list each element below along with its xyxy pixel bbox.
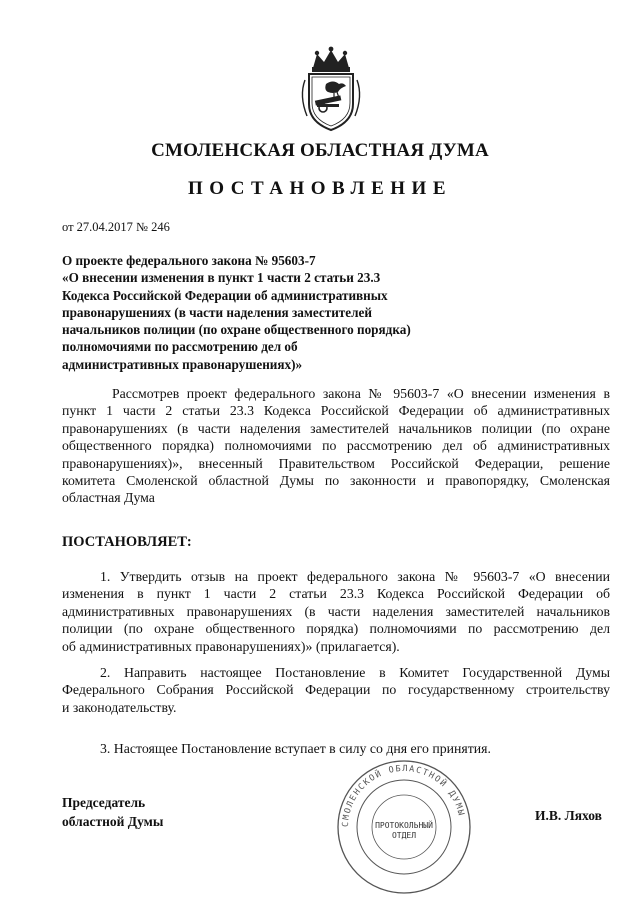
paragraph-line: комитета Смоленской областной Думы по законности и правопорядку, Смоленская xyxy=(62,473,610,489)
subject-line: Кодекса Российской Федерации об административных xyxy=(62,287,388,303)
paragraph-line: Федерального Собрания Российской Федерации по государственному строительству xyxy=(62,682,610,698)
subject-line: правонарушениях (в части наделения заместителей xyxy=(62,304,372,320)
signatory-title-line: Председатель xyxy=(62,795,146,810)
subject-line: «О внесении изменения в пункт 1 части 2 статьи 23.3 xyxy=(62,270,381,286)
resolution-item-1 xyxy=(62,568,610,655)
paragraph-line: областная Дума xyxy=(62,490,155,506)
paragraph-line: 2. Направить настоящее Постановление в Комитет Государственной Думы xyxy=(100,665,610,680)
paragraph-line: общественного порядка) полномочиями по рассмотрению дел об административных xyxy=(62,438,610,454)
paragraph-line: об административных правонарушениях)» (прилагается). xyxy=(62,638,400,654)
smolensk-coat-of-arms-icon xyxy=(293,46,369,132)
stamp-center-text xyxy=(372,821,436,841)
paragraph-line: полиции (по охране общественного порядка) полномочиями по рассмотрению дел xyxy=(62,621,610,637)
paragraph-line: изменения в пункт 1 части 2 статьи 23.3 Кодекса Российской Федерации об xyxy=(62,586,610,602)
resolution-item-2 xyxy=(62,664,610,716)
subject-line: административных правонарушениях)» xyxy=(62,356,303,372)
paragraph-line: административных правонарушениях (в части наделения заместителей начальников xyxy=(62,603,610,619)
resolves-heading: ПОСТАНОВЛЯЕТ: xyxy=(62,534,192,550)
paragraph-line: 1. Утвердить отзыв на проект федерального закона № 95603-7 «О внесении xyxy=(100,569,610,584)
paragraph-line: правонарушениях (в части наделения заместителей начальников полиции (по охране xyxy=(62,420,610,436)
paragraph-line: пункт 1 части 2 статьи 23.3 Кодекса Российской Федерации об административных xyxy=(62,403,610,419)
document-date-number: от 27.04.2017 № 246 xyxy=(62,220,170,234)
document-subject xyxy=(62,252,482,373)
svg-text:СМОЛЕНСКОЙ ОБЛАСТНОЙ ДУМЫ xyxy=(341,764,466,827)
organization-title: СМОЛЕНСКАЯ ОБЛАСТНАЯ ДУМА xyxy=(151,140,489,161)
signatory-title-line: областной Думы xyxy=(62,814,164,829)
signatory-title xyxy=(62,793,163,831)
stamp-ring-text: СМОЛЕНСКОЙ ОБЛАСТНОЙ ДУМЫ xyxy=(340,763,467,828)
paragraph-line: Рассмотрев проект федерального закона № 95603-7 «О внесении изменения в xyxy=(112,386,610,401)
subject-line: начальников полиции (по охране общественного порядка) xyxy=(62,322,411,338)
paragraph-line: 3. Настоящее Постановление вступает в силу со дня его принятия. xyxy=(100,741,491,756)
document-type-title: ПОСТАНОВЛЕНИЕ xyxy=(187,178,453,199)
signatory-name: И.В. Ляхов xyxy=(535,808,602,823)
resolution-item-3 xyxy=(62,740,610,757)
paragraph-line: и законодательству. xyxy=(62,699,177,715)
stamp-center-line: ПРОТОКОЛЬНЫЙ xyxy=(375,821,433,830)
intro-paragraph xyxy=(62,385,610,507)
subject-line: О проекте федерального закона № 95603-7 xyxy=(62,253,316,268)
stamp-center-line: ОТДЕЛ xyxy=(391,831,417,840)
subject-line: полномочиями по рассмотрению дел об xyxy=(62,339,298,355)
paragraph-line: правонарушениях)», внесенный Правительством Российской Федерации, решение xyxy=(62,455,610,471)
